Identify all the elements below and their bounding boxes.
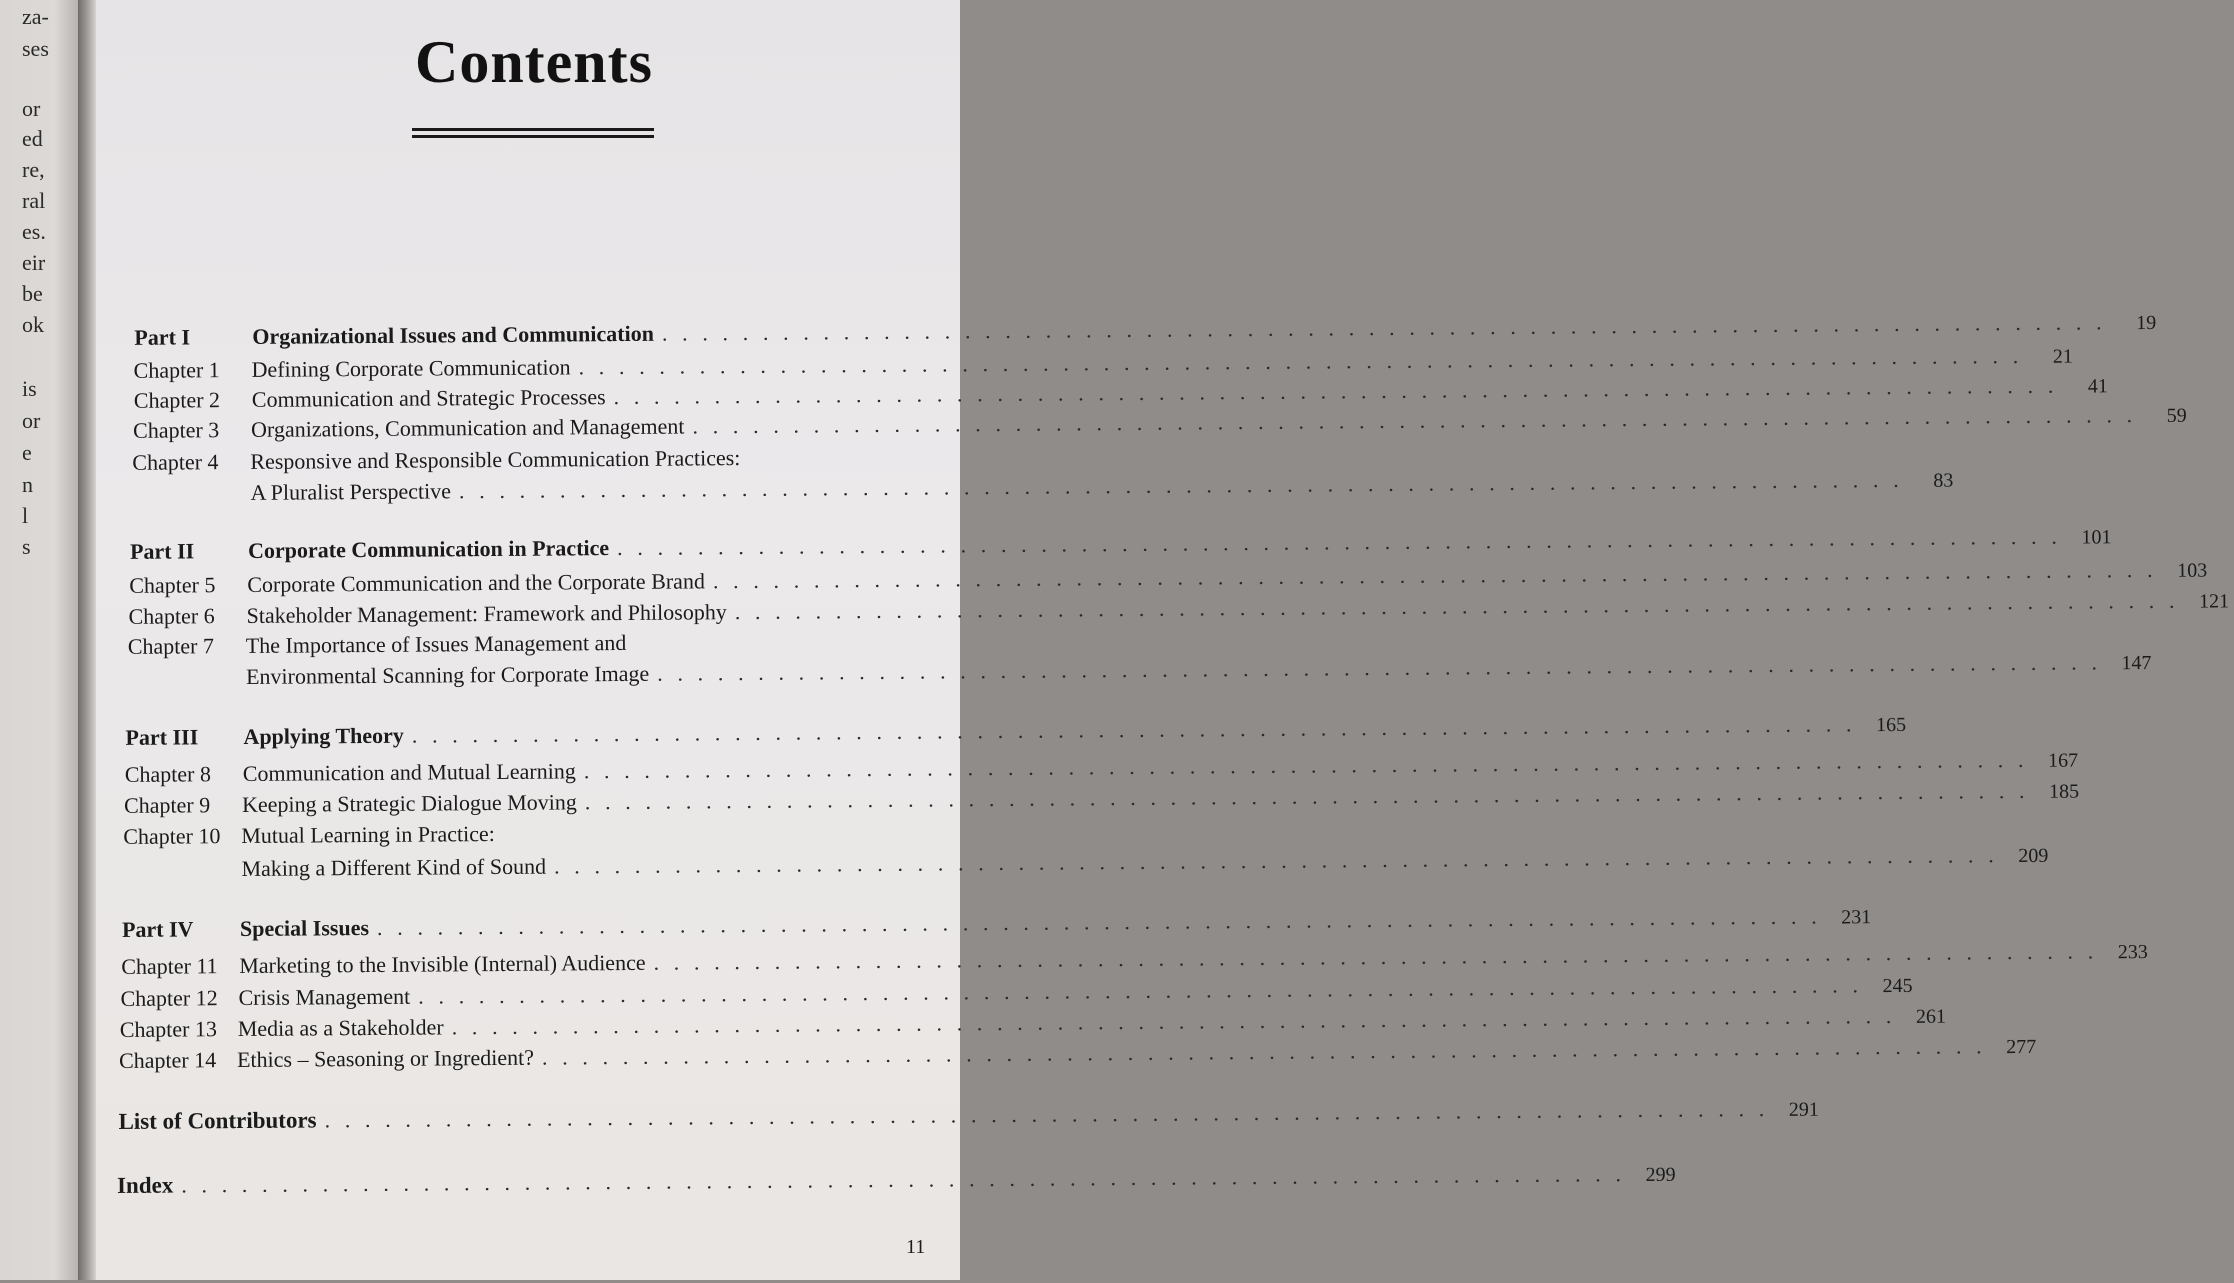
previous-page-text: is	[22, 376, 37, 401]
chapter-label: Chapter 9	[123, 792, 211, 818]
back-matter-title: List of Contributors	[118, 1107, 317, 1134]
dot-leader: . . . . . . . . . . . . . . . . . . . . . . . . . . . . . . . . . . . . . . . . . . . . . . . . . . . . . . . . . . . . . . . . . . . . . . . .	[692, 402, 2137, 439]
dot-leader: . . . . . . . . . . . . . . . . . . . . . . . . . . . . . . . . . . . . . . . . . . . . . . . . . . . . . . . . . . . . . . . . . . . . . . . .	[613, 372, 2058, 410]
chapter-label: Chapter 13	[119, 1016, 218, 1042]
toc-entry-part[interactable]	[125, 711, 1907, 755]
chapter-label: Chapter 3	[132, 417, 220, 443]
dot-leader: . . . . . . . . . . . . . . . . . . . . . . . . . . . . . . . . . . . . . . . . . . . . . . . . . . . . . . . . . . . . . . . . . . . . . . . .	[617, 523, 2062, 561]
chapter-title: Corporate Communication and the Corporate Brand	[247, 568, 705, 597]
toc-entry-continuation[interactable]	[132, 466, 1954, 511]
previous-page-text: n	[22, 472, 33, 497]
chapter-title: Defining Corporate Communication	[251, 354, 571, 382]
page-number: 167	[2047, 749, 2079, 772]
chapter-title: A Pluralist Perspective	[250, 478, 452, 505]
chapter-label	[124, 876, 242, 877]
table-of-contents	[90, 0, 2230, 1283]
previous-page-edge	[0, 0, 78, 1280]
toc-entry-chapter[interactable]	[119, 1003, 1947, 1047]
dot-leader: . . . . . . . . . . . . . . . . . . . . . . . . . . . . . . . . . . . . . . . . . . . . . . . . . . . . . . . . . . . . . . . . . . . . . . . .	[584, 777, 2030, 815]
toc-entry-part[interactable]	[129, 523, 2112, 569]
part-title: Organizational Issues and Communication	[252, 320, 654, 349]
chapter-label: Chapter 4	[132, 449, 219, 475]
chapter-label: Chapter 14	[118, 1047, 217, 1073]
chapter-title: Media as a Stakeholder	[237, 1014, 444, 1042]
dot-leader: . . . . . . . . . . . . . . . . . . . . . . . . . . . . . . . . . . . . . . . . . . . . . . . . . . . . . . . . . . . . . . . . . . . . . . . .	[553, 842, 1999, 879]
previous-page-text: ral	[22, 188, 46, 213]
folio-page-number: 11	[906, 1236, 926, 1258]
chapter-title: Mutual Learning in Practice:	[241, 821, 495, 849]
page-number: 277	[2006, 1035, 2037, 1059]
toc-entry-chapter[interactable]	[128, 628, 918, 664]
page-number: 41	[2087, 375, 2108, 398]
page-number: 165	[1876, 713, 1907, 737]
chapter-label: Chapter 6	[128, 603, 215, 629]
part-label: Part IV	[121, 916, 194, 942]
page-number: 233	[2117, 941, 2148, 964]
chapter-title: Communication and Strategic Processes	[251, 384, 606, 412]
page-number: 147	[2121, 651, 2152, 675]
chapter-label	[128, 684, 246, 685]
dot-leader: . . . . . . . . . . . . . . . . . . . . . . . . . . . . . . . . . . . . . . . . . . . . . . . . . . . . . . . . . . . . . . . . . . . . . . . .	[734, 587, 2180, 625]
previous-page-text: ed	[22, 126, 43, 151]
part-label: Part II	[129, 538, 195, 564]
page-number: 83	[1933, 469, 1954, 492]
dot-leader: . . . . . . . . . . . . . . . . . . . . . . . . . . . . . . . . . . . . . . . . . . . . . . . . . . . . . . . . . . . . . . . . . . . . . . . .	[411, 711, 1857, 748]
page-number: 101	[2081, 526, 2112, 549]
chapter-title: Making a Different Kind of Sound	[241, 853, 547, 882]
chapter-label: Chapter 8	[124, 761, 212, 787]
page-number: 185	[2049, 780, 2080, 803]
page-number: 245	[1882, 974, 1913, 998]
page-number: 299	[1645, 1163, 1676, 1186]
chapter-label: Chapter 12	[120, 985, 218, 1011]
page-number: 261	[1915, 1005, 1947, 1028]
part-label: Part III	[125, 724, 199, 750]
previous-page-text: or	[22, 96, 41, 121]
chapter-title: Keeping a Strategic Dialogue Moving	[241, 789, 577, 817]
page-title: Contents	[414, 29, 653, 95]
chapter-title: Ethics – Seasoning or Ingredient?	[236, 1044, 535, 1073]
dot-leader: . . . . . . . . . . . . . . . . . . . . . . . . . . . . . . . . . . . . . . . . . . . . . . . . . . . . . . . . . . . . . . . . . . . . . . . .	[578, 342, 2023, 380]
page-number: 19	[2136, 311, 2157, 335]
page-number: 209	[2018, 844, 2049, 868]
toc-entry-chapter[interactable]	[123, 777, 2080, 823]
previous-page-text: eir	[22, 250, 46, 275]
toc-entry-continuation[interactable]	[123, 842, 2049, 887]
chapter-title: Organizations, Communication and Management	[250, 413, 685, 442]
previous-page-text: ses	[22, 36, 49, 61]
toc-entry-contributors[interactable]	[118, 1096, 1819, 1139]
toc-entry-chapter[interactable]	[132, 444, 918, 480]
page-number: 59	[2166, 404, 2187, 427]
toc-entry-chapter[interactable]	[129, 556, 2208, 603]
chapter-label: Chapter 11	[121, 953, 218, 979]
page-number: 231	[1841, 906, 1872, 929]
page-number: 103	[2177, 559, 2208, 582]
dot-leader: . . . . . . . . . . . . . . . . . . . . . . . . . . . . . . . . . . . . . . . . . . . . . . . . . . . . . . . . . . . . . . . . . . . . . . . .	[458, 466, 1904, 504]
contents-page	[96, 0, 2230, 1280]
dot-leader: . . . . . . . . . . . . . . . . . . . . . . . . . . . . . . . . . . . . . . . . . . . . . . . . . . . . . . . . . . . . . . . . . . . . . . . .	[324, 1096, 1769, 1133]
toc-entry-chapter[interactable]	[121, 938, 2148, 984]
toc-entry-chapter[interactable]	[123, 818, 917, 854]
dot-leader: . . . . . . . . . . . . . . . . . . . . . . . . . . . . . . . . . . . . . . . . . . . . . . . . . . . . . . . . . . . . . . . . . . . . . . . .	[661, 309, 2107, 346]
previous-page-text: re,	[22, 157, 45, 182]
toc-entry-chapter[interactable]	[120, 972, 1913, 1016]
chapter-label	[133, 500, 251, 501]
dot-leader: . . . . . . . . . . . . . . . . . . . . . . . . . . . . . . . . . . . . . . . . . . . . . . . . . . . . . . . . . . . . . . . . . . . . . . . .	[712, 556, 2158, 594]
previous-page-text: l	[22, 503, 29, 528]
dot-leader: . . . . . . . . . . . . . . . . . . . . . . . . . . . . . . . . . . . . . . . . . . . . . . . . . . . . . . . . . . . . . . . . . . . . . . . .	[451, 1003, 1897, 1040]
previous-page-text: ok	[22, 312, 44, 337]
chapter-title: Environmental Scanning for Corporate Image	[245, 660, 650, 689]
dot-leader: . . . . . . . . . . . . . . . . . . . . . . . . . . . . . . . . . . . . . . . . . . . . . . . . . . . . . . . . . . . . . . . . . . . . . . . .	[653, 938, 2098, 975]
page-number: 121	[2198, 590, 2230, 613]
toc-entry-part[interactable]	[121, 903, 1872, 947]
chapter-title: Communication and Mutual Learning	[242, 758, 576, 786]
previous-page-text: e	[22, 440, 32, 465]
previous-page-text: be	[22, 281, 43, 306]
dot-leader: . . . . . . . . . . . . . . . . . . . . . . . . . . . . . . . . . . . . . . . . . . . . . . . . . . . . . . . . . . . . . . . . . . . . . . . .	[657, 649, 2102, 686]
previous-page-text: s	[22, 534, 31, 559]
chapter-title: The Importance of Issues Management and	[245, 629, 627, 658]
chapter-label: Chapter 7	[127, 633, 215, 659]
dot-leader: . . . . . . . . . . . . . . . . . . . . . . . . . . . . . . . . . . . . . . . . . . . . . . . . . . . . . . . . . . . . . . . . . . . . . . . .	[583, 746, 2029, 784]
part-label: Part I	[134, 324, 191, 350]
toc-entry-chapter[interactable]	[118, 1033, 2037, 1078]
chapter-title: Crisis Management	[238, 983, 411, 1011]
part-title: Applying Theory	[243, 722, 404, 749]
toc-entry-index[interactable]	[116, 1161, 1676, 1203]
toc-entry-continuation[interactable]	[128, 649, 2152, 695]
previous-page-text: or	[22, 408, 41, 433]
page-number: 21	[2052, 345, 2073, 368]
toc-entry-chapter[interactable]	[132, 402, 2187, 448]
dot-leader: . . . . . . . . . . . . . . . . . . . . . . . . . . . . . . . . . . . . . . . . . . . . . . . . . . . . . . . . . . . . . . . . . . . . . . . .	[181, 1161, 1626, 1198]
chapter-title: Marketing to the Invisible (Internal) Audience	[239, 949, 646, 979]
dot-leader: . . . . . . . . . . . . . . . . . . . . . . . . . . . . . . . . . . . . . . . . . . . . . . . . . . . . . . . . . . . . . . . . . . . . . . . .	[541, 1033, 1987, 1070]
chapter-label: Chapter 5	[129, 572, 216, 598]
back-matter-title: Index	[116, 1172, 174, 1198]
previous-page-text: es.	[22, 219, 46, 244]
chapter-label: Chapter 1	[133, 357, 220, 383]
page-number: 291	[1788, 1098, 1819, 1121]
chapter-title: Stakeholder Management: Framework and Philosophy	[246, 599, 727, 628]
dot-leader: . . . . . . . . . . . . . . . . . . . . . . . . . . . . . . . . . . . . . . . . . . . . . . . . . . . . . . . . . . . . . . . . . . . . . . . .	[376, 903, 1822, 940]
part-title: Corporate Communication in Practice	[247, 535, 610, 563]
previous-page-text: za-	[22, 4, 49, 29]
part-title: Special Issues	[239, 915, 370, 942]
chapter-title: Responsive and Responsible Communication Practices:	[250, 445, 741, 474]
chapter-label: Chapter 10	[123, 823, 221, 849]
dot-leader: . . . . . . . . . . . . . . . . . . . . . . . . . . . . . . . . . . . . . . . . . . . . . . . . . . . . . . . . . . . . . . . . . . . . . . . .	[418, 972, 1863, 1009]
chapter-label: Chapter 2	[133, 387, 221, 413]
toc-entry-part[interactable]	[134, 309, 2157, 355]
